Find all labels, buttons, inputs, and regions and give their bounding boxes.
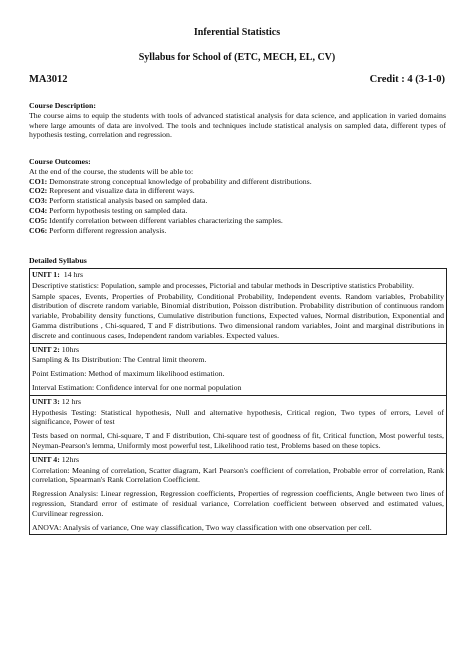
unit-hours: 10hrs xyxy=(61,344,80,354)
unit-paragraph: Point Estimation: Method of maximum likelihood estimation. xyxy=(32,369,225,379)
unit-paragraph: Interval Estimation: Confidence interval for one normal population xyxy=(32,382,242,392)
outcome-item xyxy=(29,226,446,236)
unit-cell xyxy=(30,395,447,453)
unit-cell xyxy=(30,453,447,535)
detailed-syllabus-heading: Detailed Syllabus xyxy=(29,256,87,265)
unit-header xyxy=(32,455,444,465)
unit-label: UNIT 2: xyxy=(32,344,60,354)
outcome-item xyxy=(29,177,446,187)
unit-header xyxy=(32,345,444,355)
unit-header xyxy=(32,270,444,280)
unit-label: UNIT 1: xyxy=(32,270,60,279)
course-outcomes-heading: Course Outcomes: xyxy=(29,157,91,166)
unit-paragraph: Regression Analysis: Linear regression, Regression coefficients, Properties of regression coefficients, Angle between two lines of regression, Standard error of estimate of residual variance, Correlation coefficient between observed and estimated values, Curvilinear regression. xyxy=(32,489,444,518)
syllabus-unit-row xyxy=(30,395,447,453)
syllabus-unit-row xyxy=(30,453,447,535)
document-title: Inferential Statistics xyxy=(193,27,281,38)
outcome-item xyxy=(29,186,446,196)
course-outcomes-section xyxy=(29,157,446,235)
outcome-text: Represent and visualize data in different ways. xyxy=(49,186,195,196)
outcome-code: CO5: xyxy=(29,215,48,225)
syllabus-unit-row xyxy=(30,269,447,344)
outcome-text: Identify correlation between different variables characterizing the samples. xyxy=(49,215,283,225)
outcome-item xyxy=(29,216,446,226)
unit-paragraph: ANOVA: Analysis of variance, One way classification, Two way classification with one observation per cell. xyxy=(32,522,372,532)
unit-header xyxy=(32,397,444,407)
unit-paragraph: Sample spaces, Events, Properties of Probability, Conditional Probability, Independent events. Random variables, Probability distribution of discrete random variable, Binomial distribution, Poisson distribution. Probability distribution of continuous random variable, Probability density functions, Cumulative distribution functions, Expected values, Normal distribution, Exponential and Gamma distributions , Chi-squared, T and F distributions. Two dimensional random variables, Joint and marginal distributions in discrete and continuous cases, Independent random variables. Expected values. xyxy=(32,291,444,340)
outcome-code: CO1: xyxy=(29,176,48,186)
outcome-code: CO3: xyxy=(29,196,48,206)
unit-hours: 14 hrs xyxy=(63,270,83,279)
unit-cell xyxy=(30,343,447,395)
document-subtitle: Syllabus for School of (ETC, MECH, EL, CV) xyxy=(138,52,336,63)
outcome-text: Demonstrate strong conceptual knowledge of probability and different distributions. xyxy=(49,176,312,186)
syllabus-unit-row xyxy=(30,343,447,395)
course-description-section xyxy=(29,101,446,140)
unit-hours: 12 hrs xyxy=(61,396,82,406)
unit-label: UNIT 3: xyxy=(32,396,60,406)
unit-paragraph: Tests based on normal, Chi-square, T and F distribution, Chi-square test of goodness of fit, Critical function, Most powerful tests, Neyman-Pearson's lemma, Uniformly most powerful test, Likelihood ratio test, Problems based on these topics. xyxy=(32,431,444,450)
unit-cell xyxy=(30,269,447,344)
course-credit: Credit : 4 (3-1-0) xyxy=(369,74,445,85)
course-description-text: The course aims to equip the students with tools of advanced statistical analysis for data science, and application in varied domains where large amounts of data are involved. The tools and techniques include statistical analysis on sampled data, different types of hypothesis testing, correlation and regression. xyxy=(29,110,446,140)
course-outcomes-intro: At the end of the course, the students will be able to: xyxy=(29,166,194,176)
course-code: MA3012 xyxy=(29,74,68,85)
unit-paragraph: Sampling & Its Distribution: The Central limit theorem. xyxy=(32,355,207,365)
outcome-code: CO6: xyxy=(29,225,48,235)
unit-label: UNIT 4: xyxy=(32,454,60,464)
unit-paragraph: Hypothesis Testing: Statistical hypothesis, Null and alternative hypothesis, Critical region, Two types of errors, Level of significance, Power of test xyxy=(32,407,444,427)
outcome-text: Perform different regression analysis. xyxy=(49,225,167,235)
outcome-text: Perform statistical analysis based on sampled data. xyxy=(49,196,208,206)
outcome-code: CO2: xyxy=(29,186,48,196)
outcome-item xyxy=(29,196,446,206)
outcome-item xyxy=(29,206,446,216)
outcome-code: CO4: xyxy=(29,205,48,215)
unit-paragraph: Descriptive statistics: Population, sample and processes, Pictorial and tabular methods in Descriptive statistics Probability. xyxy=(32,280,414,290)
syllabus-table xyxy=(29,268,447,535)
detailed-syllabus-section xyxy=(29,256,446,266)
unit-paragraph: Correlation: Meaning of correlation, Scatter diagram, Karl Pearson's coefficient of correlation, Probable error of correlation, Rank correlation, Spearman's Rank Correlation Coefficient. xyxy=(32,465,444,485)
course-description-heading: Course Description: xyxy=(29,101,96,110)
outcome-text: Perform hypothesis testing on sampled data. xyxy=(49,205,188,215)
unit-hours: 12hrs xyxy=(61,454,80,464)
